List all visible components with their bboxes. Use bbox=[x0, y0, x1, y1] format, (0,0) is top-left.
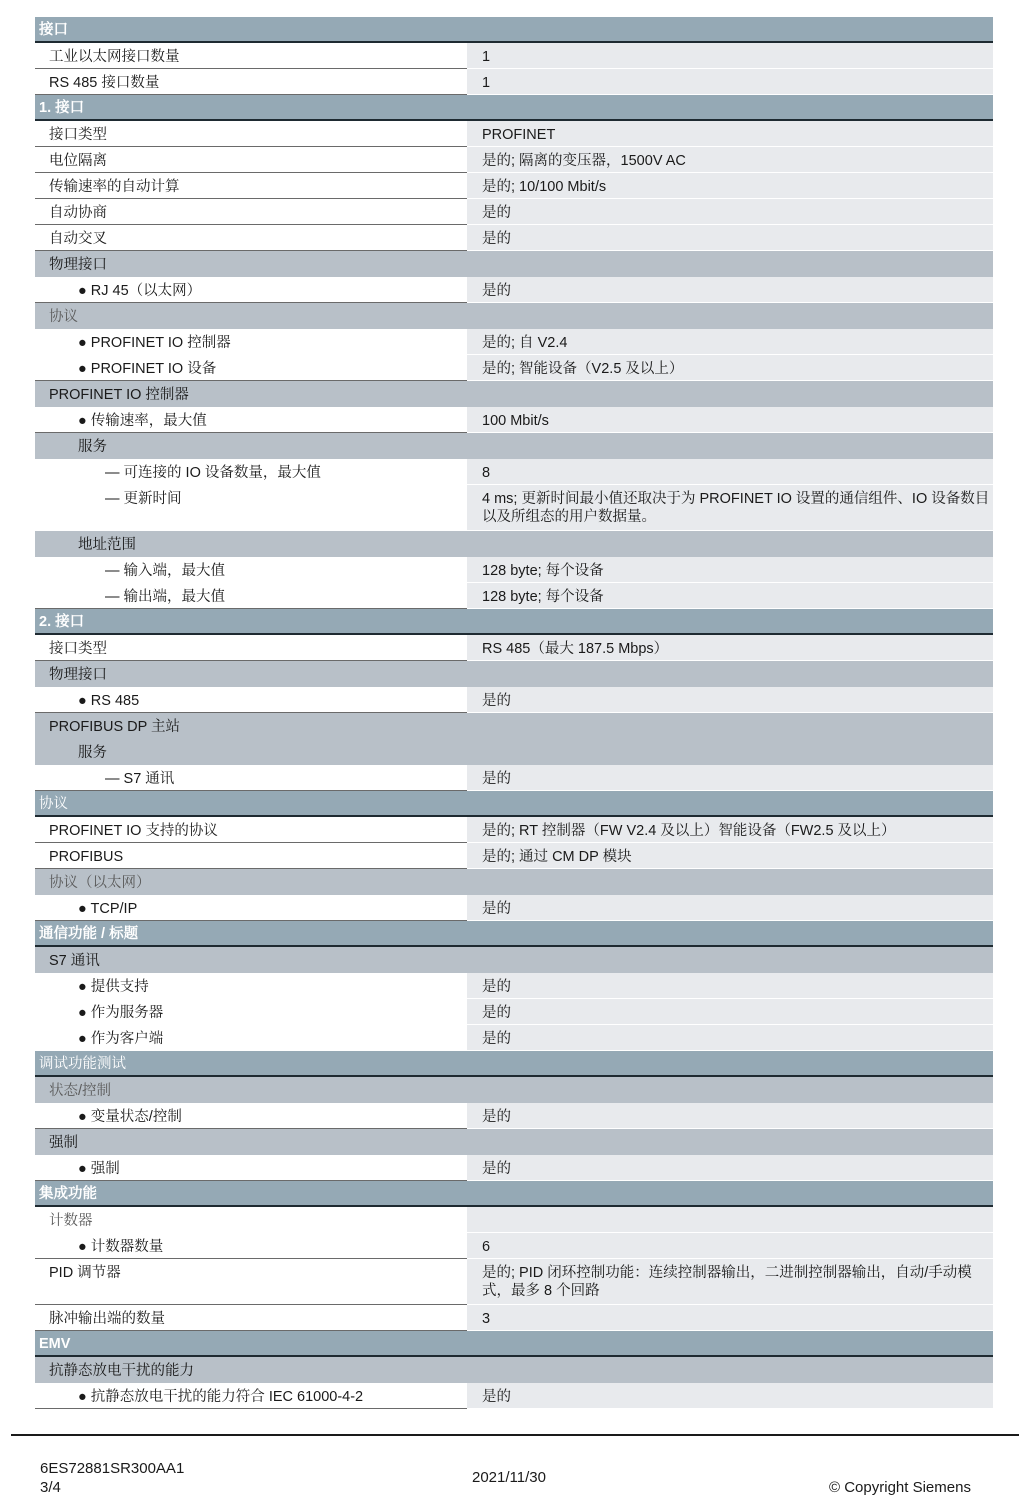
spec-label: ● RJ 45（以太网） bbox=[35, 277, 467, 303]
section-header bbox=[35, 791, 993, 817]
spec-label: ● 强制 bbox=[35, 1155, 467, 1181]
spec-label: 传输速率的自动计算 bbox=[35, 173, 467, 199]
page-number: 3/4 bbox=[40, 1479, 61, 1496]
spec-label: ● PROFINET IO 设备 bbox=[35, 355, 467, 381]
spec-value: 是的; 通过 CM DP 模块 bbox=[467, 843, 993, 869]
spec-value bbox=[467, 869, 993, 895]
subsection-row bbox=[35, 739, 993, 765]
spec-label: — 输入端，最大值 bbox=[35, 557, 467, 583]
section-header bbox=[35, 95, 993, 121]
copyright: © Copyright Siemens bbox=[829, 1479, 971, 1496]
spec-row bbox=[35, 1025, 993, 1051]
section-title: PROFIBUS DP 主站 bbox=[49, 719, 181, 735]
section-title: EMV bbox=[39, 1336, 71, 1352]
spec-value: 是的; 智能设备（V2.5 及以上） bbox=[467, 355, 993, 381]
spec-row bbox=[35, 43, 993, 69]
section-title: PROFINET IO 控制器 bbox=[49, 387, 189, 403]
spec-row bbox=[35, 817, 993, 843]
spec-label: 自动交叉 bbox=[35, 225, 467, 251]
spec-value bbox=[467, 661, 993, 687]
spec-row bbox=[35, 895, 993, 921]
spec-value bbox=[467, 713, 993, 739]
spec-row bbox=[35, 173, 993, 199]
spec-row bbox=[35, 1383, 993, 1409]
spec-value: 是的 bbox=[467, 999, 993, 1025]
spec-label: 计数器 bbox=[35, 1207, 467, 1233]
spec-label: ● 计数器数量 bbox=[35, 1233, 467, 1259]
spec-value: RS 485（最大 187.5 Mbps） bbox=[467, 635, 993, 661]
spec-label: ● 传输速率，最大值 bbox=[35, 407, 467, 433]
section-header bbox=[35, 1181, 993, 1207]
spec-label: — 更新时间 bbox=[35, 485, 467, 531]
subsection-row bbox=[35, 1129, 993, 1155]
subsection-row bbox=[35, 381, 993, 407]
spec-label: ● 抗静态放电干扰的能力符合 IEC 61000-4-2 bbox=[35, 1383, 467, 1409]
subsection-row bbox=[35, 947, 993, 973]
section-header bbox=[35, 609, 993, 635]
subsection-row bbox=[35, 713, 993, 739]
spec-label: PROFINET IO 支持的协议 bbox=[35, 817, 467, 843]
spec-label: 脉冲输出端的数量 bbox=[35, 1305, 467, 1331]
spec-value: 是的; 10/100 Mbit/s bbox=[467, 173, 993, 199]
section-title: 抗静态放电干扰的能力 bbox=[49, 1363, 194, 1379]
spec-label: ● PROFINET IO 控制器 bbox=[35, 329, 467, 355]
spec-value: 100 Mbit/s bbox=[467, 407, 993, 433]
section-header bbox=[35, 1051, 993, 1077]
spec-row bbox=[35, 121, 993, 147]
spec-value bbox=[467, 1207, 993, 1233]
spec-row bbox=[35, 1207, 993, 1233]
spec-label: ● RS 485 bbox=[35, 687, 467, 713]
spec-row bbox=[35, 459, 993, 485]
subsection-row bbox=[35, 433, 993, 459]
spec-row bbox=[35, 635, 993, 661]
section-header bbox=[35, 17, 993, 43]
spec-value bbox=[467, 1129, 993, 1155]
section-title: 强制 bbox=[49, 1135, 78, 1151]
spec-row bbox=[35, 1305, 993, 1331]
spec-row bbox=[35, 329, 993, 355]
spec-row bbox=[35, 1103, 993, 1129]
spec-row bbox=[35, 355, 993, 381]
spec-value: 6 bbox=[467, 1233, 993, 1259]
spec-label: PROFIBUS bbox=[35, 843, 467, 869]
section-title: 协议 bbox=[39, 796, 68, 812]
spec-value: 3 bbox=[467, 1305, 993, 1331]
spec-label: 接口类型 bbox=[35, 635, 467, 661]
section-header bbox=[35, 1331, 993, 1357]
spec-value bbox=[467, 251, 993, 277]
spec-label: 接口类型 bbox=[35, 121, 467, 147]
section-title: 接口 bbox=[39, 22, 68, 38]
subsection-row bbox=[35, 303, 993, 329]
spec-table bbox=[35, 17, 993, 1409]
spec-value bbox=[467, 531, 993, 557]
spec-value: 128 byte; 每个设备 bbox=[467, 557, 993, 583]
spec-row bbox=[35, 973, 993, 999]
spec-value: 是的 bbox=[467, 1155, 993, 1181]
spec-value bbox=[467, 303, 993, 329]
spec-value: 是的 bbox=[467, 199, 993, 225]
spec-label: ● 作为服务器 bbox=[35, 999, 467, 1025]
spec-label: RS 485 接口数量 bbox=[35, 69, 467, 95]
section-title: 物理接口 bbox=[49, 667, 107, 683]
spec-value: 是的 bbox=[467, 1383, 993, 1409]
spec-label: — 输出端，最大值 bbox=[35, 583, 467, 609]
section-title: 服务 bbox=[78, 439, 107, 455]
spec-value: PROFINET bbox=[467, 121, 993, 147]
spec-row bbox=[35, 999, 993, 1025]
spec-row bbox=[35, 687, 993, 713]
spec-row bbox=[35, 485, 993, 531]
section-title: 服务 bbox=[78, 745, 107, 761]
spec-row bbox=[35, 843, 993, 869]
spec-label: — 可连接的 IO 设备数量，最大值 bbox=[35, 459, 467, 485]
spec-value bbox=[467, 433, 993, 459]
spec-label: ● 变量状态/控制 bbox=[35, 1103, 467, 1129]
subsection-row bbox=[35, 869, 993, 895]
section-title: S7 通讯 bbox=[49, 953, 100, 969]
spec-row bbox=[35, 69, 993, 95]
subsection-row bbox=[35, 251, 993, 277]
footer-divider bbox=[11, 1434, 1019, 1436]
spec-row bbox=[35, 583, 993, 609]
spec-value bbox=[467, 1357, 993, 1383]
section-title: 协议（以太网） bbox=[49, 875, 151, 891]
subsection-row bbox=[35, 531, 993, 557]
spec-row bbox=[35, 277, 993, 303]
section-title: 状态/控制 bbox=[49, 1083, 112, 1099]
spec-row bbox=[35, 765, 993, 791]
spec-value: 是的 bbox=[467, 225, 993, 251]
spec-value: 是的; 隔离的变压器，1500V AC bbox=[467, 147, 993, 173]
section-title: 通信功能 / 标题 bbox=[39, 926, 139, 942]
subsection-row bbox=[35, 661, 993, 687]
section-title: 物理接口 bbox=[49, 257, 107, 273]
section-title: 2. 接口 bbox=[39, 614, 85, 630]
spec-row bbox=[35, 199, 993, 225]
spec-value bbox=[467, 947, 993, 973]
section-header bbox=[35, 921, 993, 947]
spec-value: 是的; RT 控制器（FW V2.4 及以上）智能设备（FW2.5 及以上） bbox=[467, 817, 993, 843]
section-title: 协议 bbox=[49, 309, 78, 325]
order-number: 6ES72881SR300AA1 bbox=[40, 1460, 185, 1477]
spec-value: 是的 bbox=[467, 973, 993, 999]
footer-date: 2021/11/30 bbox=[472, 1469, 546, 1486]
subsection-row bbox=[35, 1077, 993, 1103]
spec-value: 是的 bbox=[467, 895, 993, 921]
spec-value: 是的 bbox=[467, 765, 993, 791]
spec-value: 4 ms; 更新时间最小值还取决于为 PROFINET IO 设置的通信组件、IO 设备数目以及所组态的用户数据量。 bbox=[467, 485, 993, 531]
section-title: 地址范围 bbox=[78, 537, 136, 553]
spec-label: ● 提供支持 bbox=[35, 973, 467, 999]
spec-value: 是的 bbox=[467, 687, 993, 713]
spec-value: 1 bbox=[467, 43, 993, 69]
spec-value: 128 byte; 每个设备 bbox=[467, 583, 993, 609]
spec-value: 是的; 自 V2.4 bbox=[467, 329, 993, 355]
spec-value: 是的 bbox=[467, 1025, 993, 1051]
spec-label: 自动协商 bbox=[35, 199, 467, 225]
spec-value: 是的; PID 闭环控制功能：连续控制器输出，二进制控制器输出，自动/手动模式，最多 8 个回路 bbox=[467, 1259, 993, 1305]
spec-row bbox=[35, 1259, 993, 1305]
spec-value bbox=[467, 1077, 993, 1103]
spec-label: 电位隔离 bbox=[35, 147, 467, 173]
spec-row bbox=[35, 557, 993, 583]
subsection-row bbox=[35, 1357, 993, 1383]
spec-label: 工业以太网接口数量 bbox=[35, 43, 467, 69]
spec-value: 是的 bbox=[467, 1103, 993, 1129]
spec-row bbox=[35, 1155, 993, 1181]
spec-row bbox=[35, 225, 993, 251]
spec-label: ● 作为客户端 bbox=[35, 1025, 467, 1051]
spec-row bbox=[35, 147, 993, 173]
spec-label: — S7 通讯 bbox=[35, 765, 467, 791]
section-title: 集成功能 bbox=[39, 1186, 97, 1202]
spec-row bbox=[35, 1233, 993, 1259]
spec-value: 是的 bbox=[467, 277, 993, 303]
spec-label: PID 调节器 bbox=[35, 1259, 467, 1305]
spec-row bbox=[35, 407, 993, 433]
spec-label: ● TCP/IP bbox=[35, 895, 467, 921]
section-title: 调试功能测试 bbox=[39, 1056, 126, 1072]
spec-value bbox=[467, 739, 993, 765]
spec-value bbox=[467, 381, 993, 407]
section-title: 1. 接口 bbox=[39, 100, 85, 116]
spec-value: 1 bbox=[467, 69, 993, 95]
spec-value: 8 bbox=[467, 459, 993, 485]
